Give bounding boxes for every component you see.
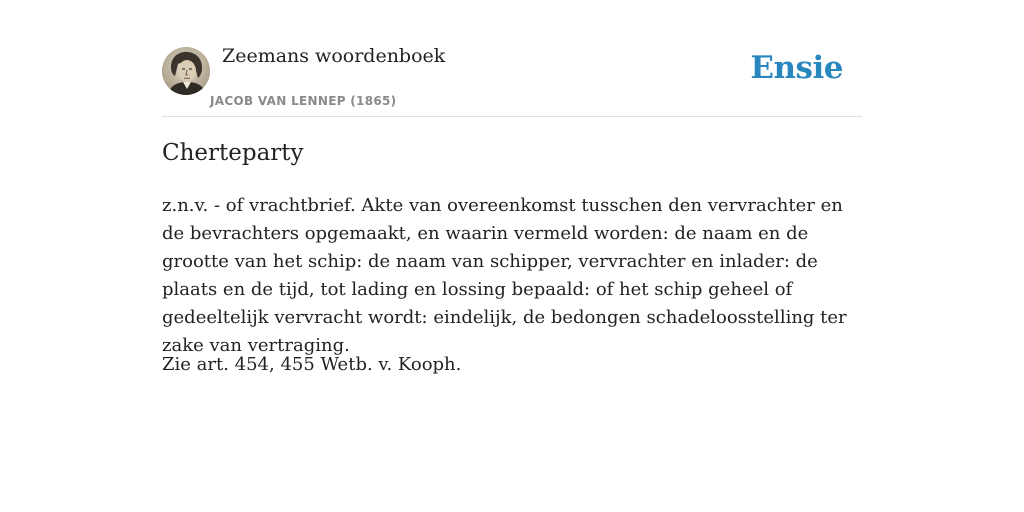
author-name[interactable]: JACOB VAN LENNEP (1865) (210, 94, 397, 108)
author-avatar[interactable] (162, 47, 210, 95)
entry-reference: Zie art. 454, 455 Wetb. v. Kooph. (162, 354, 462, 375)
dictionary-title[interactable]: Zeemans woordenboek (222, 45, 446, 67)
ensie-logo[interactable]: Ensie (750, 50, 843, 86)
portrait-engraving-icon (162, 47, 210, 95)
entry-title: Cherteparty (162, 140, 304, 166)
header (162, 0, 862, 117)
entry-definition: z.n.v. - of vrachtbrief. Akte van overeenkomst tusschen den vervrachter en de bevrachters opgemaakt, en waarin vermeld worden: de naam en de grootte van het schip: de naam van schipper, vervrachter en inlader: de plaats en de tijd, tot lading en lossing bepaald: of het schip geheel of gedeeltelijk vervracht wordt: eindelijk, de bedongen schadeloosstelling ter zake van vertraging. (162, 195, 847, 356)
